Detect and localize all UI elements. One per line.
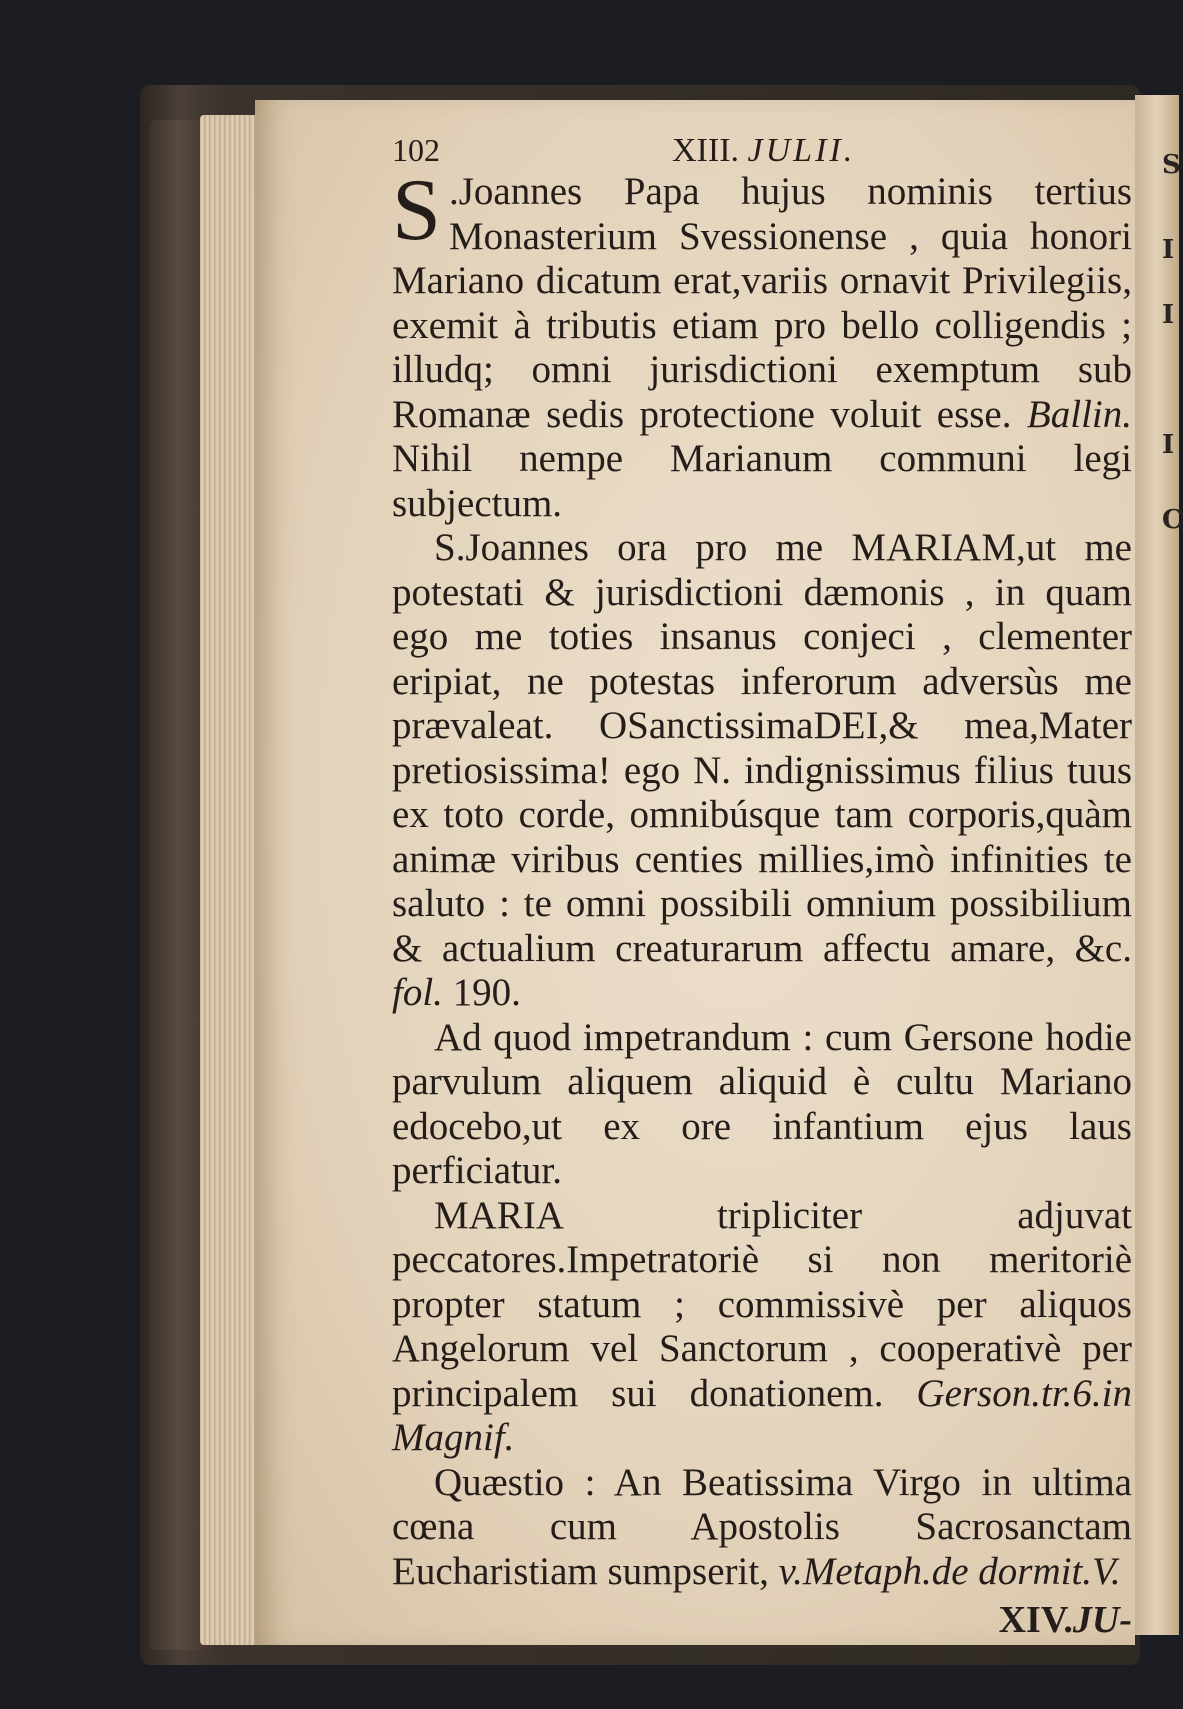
source-reference: v.Metaph.de dormit.V. — [778, 1549, 1121, 1593]
facing-page-letter: I — [1162, 300, 1175, 330]
facing-page-letter: I — [1162, 430, 1175, 460]
drop-capital: S — [392, 162, 441, 259]
paragraph-4-text: MARIA tripliciter adjuvat peccatores.Impetratoriè si non meritoriè propter statum ; commissivè per aliquos Angelorum vel Sanctorum , cooperativè per principalem sui donationem. — [392, 1193, 1132, 1415]
source-reference: Ballin. — [1026, 392, 1133, 436]
running-head-month: JULII. — [747, 132, 856, 169]
catchword-italic: JU- — [1072, 1599, 1132, 1641]
paragraph-2 — [392, 526, 1132, 1016]
paragraph-4 — [392, 1194, 1132, 1461]
paragraph-3: Ad quod impetrandum : cum Gersone hodie parvulum aliquem aliquid è cultu Mariano edocebo,ut ex ore infantium ejus laus perficiatur. — [392, 1015, 1132, 1192]
paragraph-5-text: Quæstio : An Beatissima Virgo in ultima cœna cum Apostolis Sacrosanctam Eucharistiam sumpserit, — [392, 1460, 1132, 1593]
running-head-prefix: XIII. — [672, 132, 740, 169]
paragraph-1-text: .Joannes Papa hujus nominis tertius Monasterium Svessionense , quia honori Mariano dicatum erat,variis ornavit Privilegiis, exemit à tributis etiam pro bello colligendis ; illudq; omni jurisdictioni exemptum sub Romanæ sedis protectione voluit esse. — [392, 170, 1132, 436]
paragraph-5 — [392, 1461, 1132, 1595]
running-head — [672, 129, 855, 174]
paragraph-2-text: S.Joannes ora pro me MARIAM,ut me potestati & jurisdictioni dæmonis , in quam ego me toties insanus conjeci , clementer eripiat, ne potestas inferorum adversùs me prævaleat. OSanctissimaDEI,& mea,Mater pretiosissima! ego N. indignissimus filius tuus ex toto corde, omnibúsque tam corporis,quàm animæ viribus centies millies,imò infinities te saluto : te omni possibili omnium possibilium & actualium creaturarum affectu amare, &c. — [392, 526, 1132, 970]
source-reference: Gerson.tr.6.in Magnif. — [392, 1371, 1133, 1459]
facing-page-letter: C — [1162, 505, 1183, 535]
facing-page-letter: I — [1162, 235, 1175, 265]
paragraph-1-tail: Nihil nempe Marianum communi legi subjectum. — [392, 437, 1132, 525]
catchword-prefix: XIV. — [998, 1599, 1073, 1641]
paragraph-1 — [392, 162, 1133, 526]
folio-reference-number: 190. — [452, 971, 521, 1014]
folio-reference: fol. — [392, 971, 443, 1014]
catchword — [392, 1598, 1132, 1643]
page-header — [392, 128, 1132, 170]
facing-page-letter: S — [1162, 150, 1181, 180]
page-text — [392, 128, 1132, 1643]
page-number: 102 — [392, 132, 440, 168]
